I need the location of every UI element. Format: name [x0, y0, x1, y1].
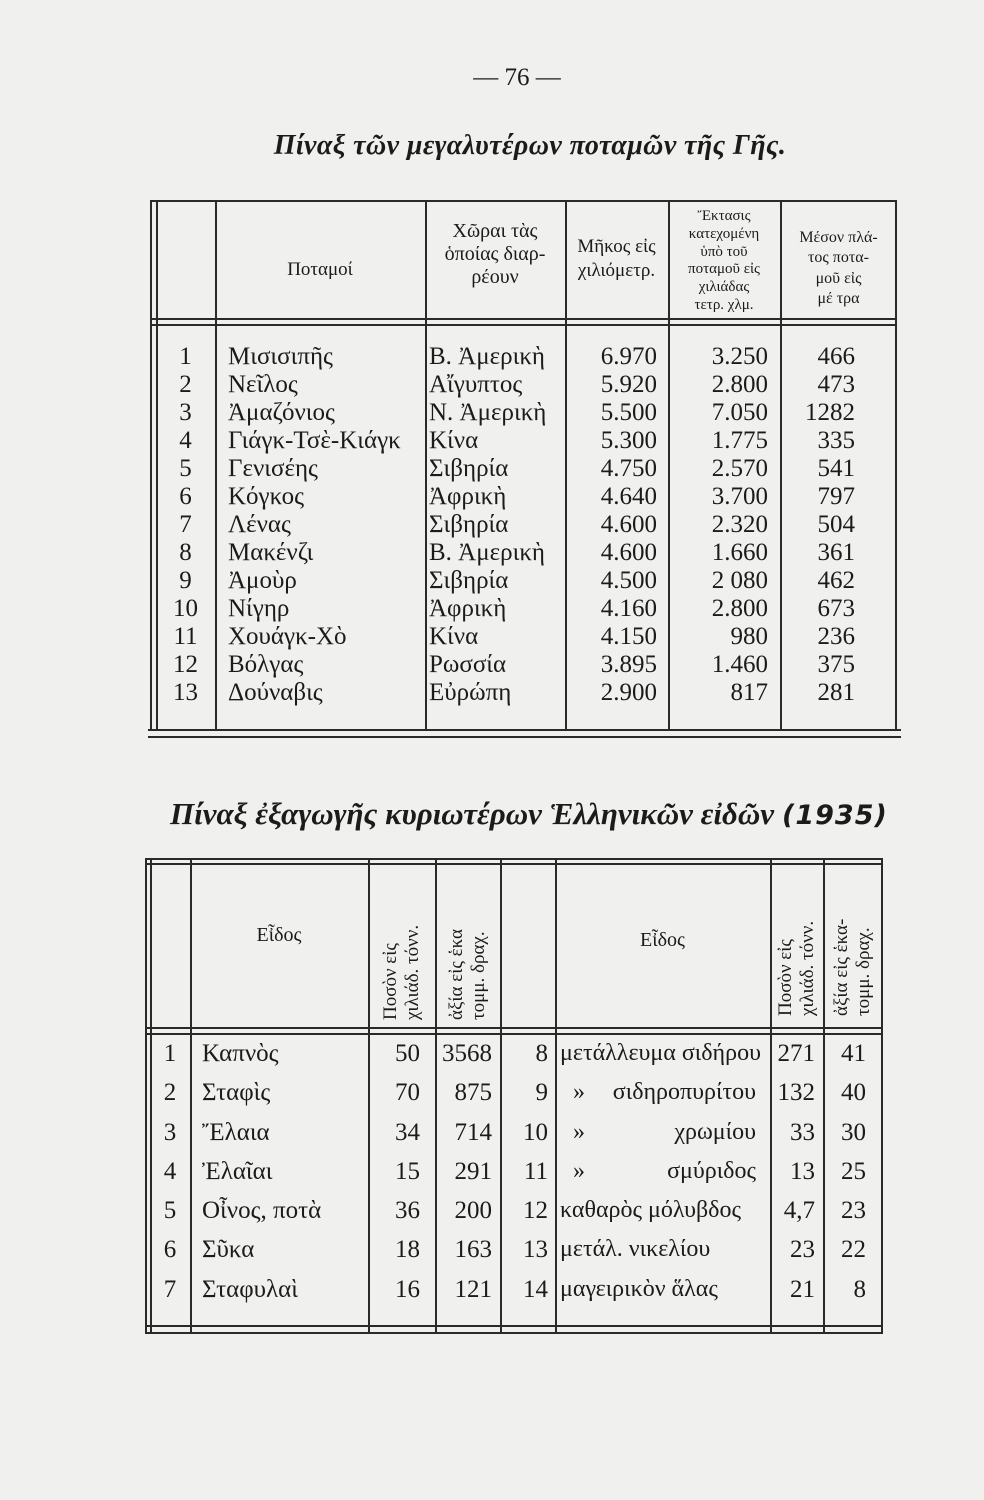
export-number-right: 8 [535, 1040, 548, 1067]
river-name: Γενισέης [228, 455, 318, 482]
header-item-right [555, 923, 770, 957]
river-number: 4 [179, 427, 192, 454]
river-number: 6 [179, 483, 192, 510]
river-width: 361 [817, 539, 855, 566]
header-item-left-label: Εἶδος [256, 924, 302, 946]
river-country: Σιβηρία [429, 511, 509, 538]
export-row [150, 1113, 882, 1152]
river-area: 980 [730, 623, 768, 650]
river-number: 8 [179, 539, 192, 566]
river-area: 2.570 [711, 455, 768, 482]
river-country: Β. Ἀμερικὴ [429, 343, 546, 370]
river-row [156, 399, 897, 427]
header-line: ποταμοῦ εἰς [688, 261, 760, 278]
river-country: Κίνα [429, 623, 479, 650]
export-quantity-left: 36 [395, 1197, 420, 1225]
river-number: 13 [173, 679, 198, 706]
table-rule [145, 858, 147, 1332]
river-name: Χουάγκ-Χὸ [228, 623, 347, 650]
bottom-rule [145, 1325, 883, 1327]
header-quantity-right [770, 874, 823, 1016]
export-item-right [555, 1073, 770, 1112]
export-quantity-left: 18 [395, 1236, 420, 1264]
export-value-left: 714 [454, 1118, 492, 1146]
export-quantity-left: 50 [395, 1040, 420, 1067]
export-row [150, 1191, 882, 1230]
header-value-left [435, 870, 500, 1020]
river-width: 375 [817, 651, 855, 678]
river-length: 4.600 [600, 539, 657, 566]
river-row [156, 427, 897, 455]
header-rule [150, 324, 897, 326]
header-area [668, 208, 780, 315]
river-name: Νεῖλος [228, 371, 298, 398]
export-value-left: 200 [454, 1197, 492, 1225]
bottom-rule [148, 736, 901, 738]
export-item-right: μετάλ. νικελίου [560, 1236, 711, 1263]
river-row [156, 567, 897, 595]
river-width: 1282 [805, 399, 855, 426]
river-length: 4.160 [600, 595, 657, 622]
header-line: ρέουν [471, 266, 519, 288]
export-value-right: 40 [841, 1079, 866, 1107]
table-rule [150, 200, 897, 202]
page-number: — 76 — [473, 64, 561, 91]
header-line: χιλιάδας [698, 279, 750, 296]
header-line: μοῦ εἰς [815, 269, 862, 287]
export-item-right [555, 1152, 770, 1191]
header-countries [425, 220, 565, 289]
export-number-right: 13 [523, 1236, 548, 1264]
river-area: 2.800 [711, 371, 768, 398]
river-length: 6.970 [600, 343, 657, 370]
river-area: 1.660 [711, 539, 768, 566]
export-value-right: 30 [841, 1118, 866, 1146]
header-line: Ποσὸν εἰς [379, 943, 401, 1020]
exports-title-year: (1935) [782, 800, 888, 831]
river-row [156, 539, 897, 567]
header-line: κατεχομένη [688, 225, 760, 242]
export-number-right: 10 [523, 1118, 548, 1146]
river-area: 1.460 [711, 651, 768, 678]
export-value-left: 291 [454, 1157, 492, 1185]
header-line: χιλιάδ. τόνν. [796, 920, 818, 1016]
river-area: 2 080 [711, 567, 768, 594]
river-area: 2.800 [711, 595, 768, 622]
exports-table [145, 858, 883, 1335]
header-rivers [215, 255, 425, 285]
river-width: 335 [817, 427, 855, 454]
header-line: μέ τρα [817, 289, 860, 307]
rivers-table-body [156, 343, 897, 707]
river-row [156, 651, 897, 679]
export-quantity-right: 33 [790, 1118, 815, 1146]
river-width: 236 [817, 623, 855, 650]
export-value-right: 25 [841, 1157, 866, 1185]
river-country: Β. Ἀμερικὴ [429, 539, 546, 566]
export-quantity-right: 132 [777, 1079, 815, 1107]
table-rule [145, 863, 883, 865]
river-row [156, 595, 897, 623]
river-width: 473 [817, 371, 855, 398]
table-rule [145, 858, 883, 860]
export-value-right: 22 [841, 1236, 866, 1264]
export-quantity-left: 70 [395, 1079, 420, 1107]
export-value-right: 23 [841, 1197, 866, 1225]
header-line: χιλιάδ. τόνν. [401, 924, 423, 1020]
river-name: Δούναβις [228, 679, 323, 706]
export-item-left: Ἐλαῖαι [202, 1157, 273, 1185]
river-name: Γιάγκ-Τσὲ-Κιάγκ [228, 427, 401, 454]
header-line: ὑπὸ τοῦ [700, 243, 748, 260]
export-number-left: 7 [163, 1275, 177, 1303]
river-length: 2.900 [600, 679, 657, 706]
export-item-left: Σῦκα [202, 1236, 255, 1264]
export-value-left: 3568 [442, 1040, 492, 1067]
header-line: ὁποίας διαρ- [444, 243, 546, 265]
export-number-left: 6 [163, 1236, 177, 1264]
export-quantity-right: 23 [790, 1236, 815, 1264]
header-line: χιλιόμετρ. [577, 260, 656, 281]
river-length: 4.640 [600, 483, 657, 510]
river-row [156, 679, 897, 707]
header-quantity-left [368, 870, 435, 1020]
export-row [150, 1230, 882, 1269]
bottom-rule [145, 1332, 883, 1334]
river-name: Κόγκος [228, 483, 305, 510]
river-number: 3 [179, 399, 192, 426]
river-number: 10 [173, 595, 198, 622]
export-item-right: μαγειρικὸν ἅλας [560, 1275, 718, 1302]
header-rule [150, 318, 897, 320]
river-length: 5.300 [600, 427, 657, 454]
river-length: 4.750 [600, 455, 657, 482]
river-country: Κίνα [429, 427, 479, 454]
header-item-left [190, 918, 368, 952]
river-row [156, 511, 897, 539]
export-value-left: 163 [454, 1236, 492, 1264]
export-item-left: Ἔλαια [202, 1118, 270, 1146]
export-value-right: 8 [853, 1275, 866, 1303]
rivers-table [150, 200, 897, 740]
rivers-table-title: Πίναξ τῶν μεγαλυτέρων ποταμῶν τῆς Γῆς. [273, 130, 787, 161]
export-quantity-left: 16 [395, 1275, 420, 1303]
river-number: 9 [179, 567, 192, 594]
header-line: Μῆκος εἰς [577, 236, 656, 257]
river-country: Σιβηρία [429, 455, 509, 482]
export-row [150, 1073, 882, 1112]
export-number-right: 12 [523, 1197, 548, 1225]
export-item-right: καθαρὸς μόλυβδος [560, 1197, 741, 1224]
river-length: 4.600 [600, 511, 657, 538]
river-length: 5.500 [600, 399, 657, 426]
river-country: Εὐρώπη [429, 679, 512, 706]
export-item-right-name: χρωμίου [674, 1118, 756, 1145]
export-number-left: 1 [163, 1040, 177, 1067]
river-country: Ν. Ἀμερικὴ [429, 399, 547, 426]
export-item-left: Οἶνος, ποτὰ [202, 1197, 322, 1225]
river-number: 12 [173, 651, 198, 678]
river-row [156, 371, 897, 399]
export-number-left: 3 [163, 1118, 177, 1146]
ditto-mark: » [573, 1118, 585, 1145]
river-number: 2 [179, 371, 192, 398]
export-quantity-left: 34 [395, 1118, 420, 1146]
river-row [156, 623, 897, 651]
river-name: Μισισιπῆς [228, 343, 333, 370]
river-area: 2.320 [711, 511, 768, 538]
river-area: 1.775 [711, 427, 768, 454]
export-row [150, 1034, 882, 1073]
river-name: Μακένζι [228, 539, 314, 566]
river-number: 11 [173, 623, 198, 650]
river-number: 1 [179, 343, 192, 370]
header-line: ἀξία εἰς ἑκα [445, 929, 467, 1020]
export-number-right: 14 [523, 1275, 548, 1303]
river-row [156, 343, 897, 371]
river-length: 5.920 [600, 371, 657, 398]
river-length: 3.895 [600, 651, 657, 678]
river-area: 817 [730, 679, 768, 706]
ditto-mark: » [573, 1157, 585, 1184]
export-item-right-name: σμύριδος [667, 1157, 756, 1184]
header-line: Ἔκτασις [697, 208, 751, 224]
river-number: 7 [179, 511, 192, 538]
river-width: 504 [817, 511, 855, 538]
river-width: 466 [817, 343, 855, 370]
header-line: ἀξία εἰς ἑκα- [830, 918, 852, 1016]
export-number-left: 5 [163, 1197, 177, 1225]
river-country: Σιβηρία [429, 567, 509, 594]
export-item-left: Καπνὸς [202, 1040, 279, 1067]
header-rule [145, 1027, 883, 1029]
river-row [156, 455, 897, 483]
export-quantity-left: 15 [395, 1157, 420, 1185]
export-row [150, 1270, 882, 1309]
exports-title-text: Πίναξ ἐξαγωγῆς κυριωτέρων Ἑλληνικῶν εἰδῶν [170, 796, 775, 831]
export-value-left: 121 [454, 1275, 492, 1303]
export-quantity-right: 21 [790, 1275, 815, 1303]
river-width: 462 [817, 567, 855, 594]
export-quantity-right: 271 [777, 1040, 815, 1067]
header-line: τομμ. δραχ. [467, 931, 489, 1020]
river-area: 3.700 [711, 483, 768, 510]
river-area: 3.250 [711, 343, 768, 370]
header-line: τετρ. χλμ. [694, 296, 754, 313]
river-width: 281 [817, 679, 855, 706]
export-quantity-right: 13 [790, 1157, 815, 1185]
river-number: 5 [179, 455, 192, 482]
river-country: Ἀφρικὴ [429, 595, 507, 622]
exports-table-title [170, 796, 930, 832]
header-line: Μέσον πλά- [799, 229, 878, 246]
export-item-right-name: σιδηροπυρίτου [612, 1079, 756, 1106]
river-name: Ἀμαζόνιος [228, 399, 335, 426]
river-country: Αἴγυπτος [429, 371, 523, 398]
table-rule [150, 200, 152, 730]
river-name: Ἀμοὺρ [228, 567, 297, 594]
header-item-right-label: Εἶδος [640, 929, 685, 951]
header-value-right [823, 874, 882, 1016]
header-line: τομμ. δραχ. [852, 927, 874, 1016]
river-width: 797 [817, 483, 855, 510]
export-number-right: 11 [523, 1157, 548, 1185]
river-width: 541 [817, 455, 855, 482]
header-line: τος ποτα- [808, 249, 869, 267]
river-country: Ἀφρικὴ [429, 483, 507, 510]
river-name: Νίγηρ [228, 595, 290, 622]
river-name: Λένας [228, 511, 291, 538]
export-item-right: μετάλλευμα σιδήρου [560, 1040, 761, 1066]
export-value-right: 41 [841, 1040, 866, 1067]
river-width: 673 [817, 595, 855, 622]
bottom-rule [148, 729, 901, 731]
river-row [156, 483, 897, 511]
ditto-mark: » [573, 1079, 585, 1106]
river-area: 7.050 [711, 399, 768, 426]
export-number-left: 2 [163, 1079, 177, 1107]
river-name: Βόλγας [228, 651, 304, 678]
header-length [565, 235, 668, 283]
header-rivers-label: Ποταμοί [287, 259, 353, 280]
river-length: 4.500 [600, 567, 657, 594]
header-width [780, 228, 897, 309]
header-line: Ποσὸν εἰς [774, 939, 796, 1016]
export-row [150, 1152, 882, 1191]
exports-table-body [150, 1034, 882, 1309]
header-line: Χῶραι τὰς [452, 220, 538, 242]
export-quantity-right: 4,7 [783, 1197, 815, 1225]
river-length: 4.150 [600, 623, 657, 650]
export-item-right [555, 1113, 770, 1152]
export-number-left: 4 [163, 1157, 177, 1185]
export-value-left: 875 [454, 1079, 492, 1107]
export-number-right: 9 [535, 1079, 548, 1107]
export-item-left: Σταφὶς [202, 1079, 271, 1107]
river-country: Ρωσσία [429, 651, 507, 678]
export-item-left: Σταφυλαὶ [202, 1275, 298, 1303]
